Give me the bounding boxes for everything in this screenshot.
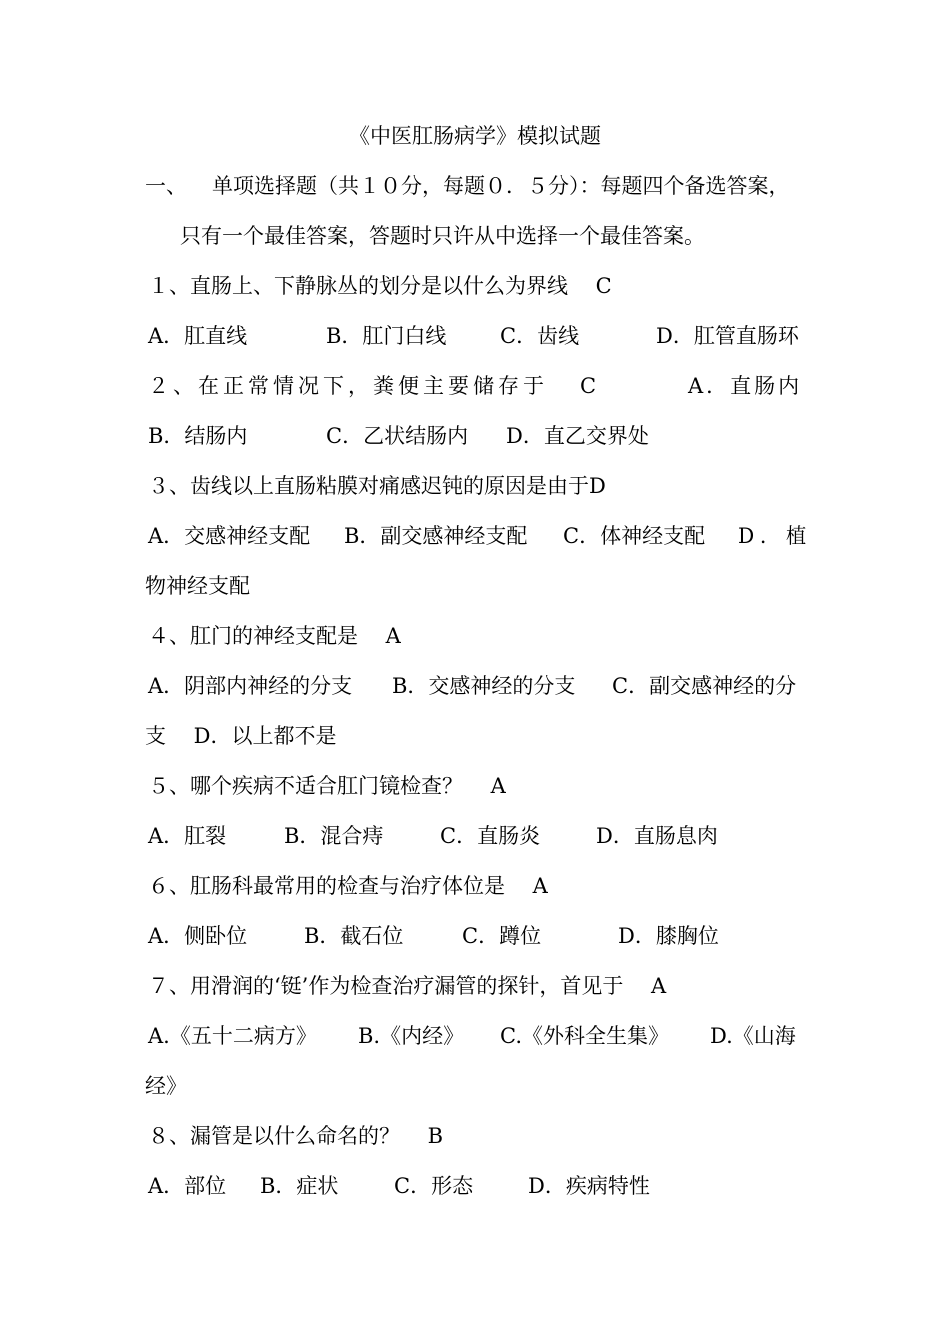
q4-option-c: C．副交感神经的分 xyxy=(612,674,797,698)
q4-option-a: A．阴部内神经的分支 xyxy=(148,674,353,698)
q1-option-d: D．肛管直肠环 xyxy=(656,324,799,348)
q8-option-a: A．部位 xyxy=(148,1174,227,1198)
question-2: ２、在正常情况下，粪便主要储存于 xyxy=(148,374,548,398)
question-3: ３、齿线以上直肠粘膜对痛感迟钝的原因是由于D xyxy=(148,474,606,498)
q6-option-b: B．截石位 xyxy=(304,924,404,948)
q7-option-c: C.《外科全生集》 xyxy=(500,1024,669,1048)
q6-option-c: C．蹲位 xyxy=(462,924,542,948)
question-5: ５、哪个疾病不适合肛门镜检查？ A xyxy=(148,774,506,798)
q1-option-a: A．肛直线 xyxy=(148,324,248,348)
q2-option-a: A．直肠内 xyxy=(688,374,803,398)
q4-option-b: B．交感神经的分支 xyxy=(392,674,576,698)
q7-option-d-continued: 经》 xyxy=(145,1074,187,1098)
q3-option-d-continued: 物神经支配 xyxy=(145,574,250,598)
q5-option-c: C．直肠炎 xyxy=(440,824,541,848)
section-instructions: 单项选择题（共１０分，每题０．５分）：每题四个备选答案， xyxy=(212,174,790,198)
q4-option-continued: 支 D．以上都不是 xyxy=(145,724,337,748)
question-4: ４、肛门的神经支配是 A xyxy=(148,624,401,648)
q3-option-a: A．交感神经支配 xyxy=(148,524,311,548)
q8-option-d: D．疾病特性 xyxy=(528,1174,650,1198)
q8-option-b: B．症状 xyxy=(260,1174,339,1198)
q3-option-b: B．副交感神经支配 xyxy=(344,524,528,548)
q7-option-a: A.《五十二病方》 xyxy=(148,1024,317,1048)
q6-option-a: A．侧卧位 xyxy=(148,924,248,948)
q2-option-c: C．乙状结肠内 xyxy=(326,424,469,448)
q6-option-d: D．膝胸位 xyxy=(618,924,719,948)
question-7: ７、用滑润的‘铤’作为检查治疗漏管的探针，首见于 A xyxy=(148,974,667,998)
question-8: ８、漏管是以什么命名的？ B xyxy=(148,1124,444,1148)
q5-option-b: B．混合痔 xyxy=(284,824,384,848)
question-1: １、直肠上、下静脉丛的划分是以什么为界线 C xyxy=(148,274,612,298)
q8-option-c: C．形态 xyxy=(394,1174,474,1198)
section-instructions-continued: 只有一个最佳答案，答题时只许从中选择一个最佳答案。 xyxy=(180,224,705,248)
document-title: 《中医肛肠病学》模拟试题 xyxy=(349,124,601,148)
q7-option-b: B.《内经》 xyxy=(358,1024,465,1048)
q3-option-c: C．体神经支配 xyxy=(563,524,706,548)
q2-option-b: B．结肠内 xyxy=(148,424,248,448)
q2-answer: C xyxy=(580,374,597,398)
q3-option-d: D．植 xyxy=(738,524,813,548)
q1-option-b: B．肛门白线 xyxy=(326,324,447,348)
section-number: 一、 xyxy=(145,174,187,198)
q7-option-d: D.《山海 xyxy=(710,1024,796,1048)
q2-option-d: D．直乙交界处 xyxy=(506,424,649,448)
q5-option-d: D．直肠息肉 xyxy=(596,824,718,848)
question-6: ６、肛肠科最常用的检查与治疗体位是 A xyxy=(148,874,548,898)
q5-option-a: A．肛裂 xyxy=(148,824,227,848)
q1-option-c: C．齿线 xyxy=(500,324,580,348)
